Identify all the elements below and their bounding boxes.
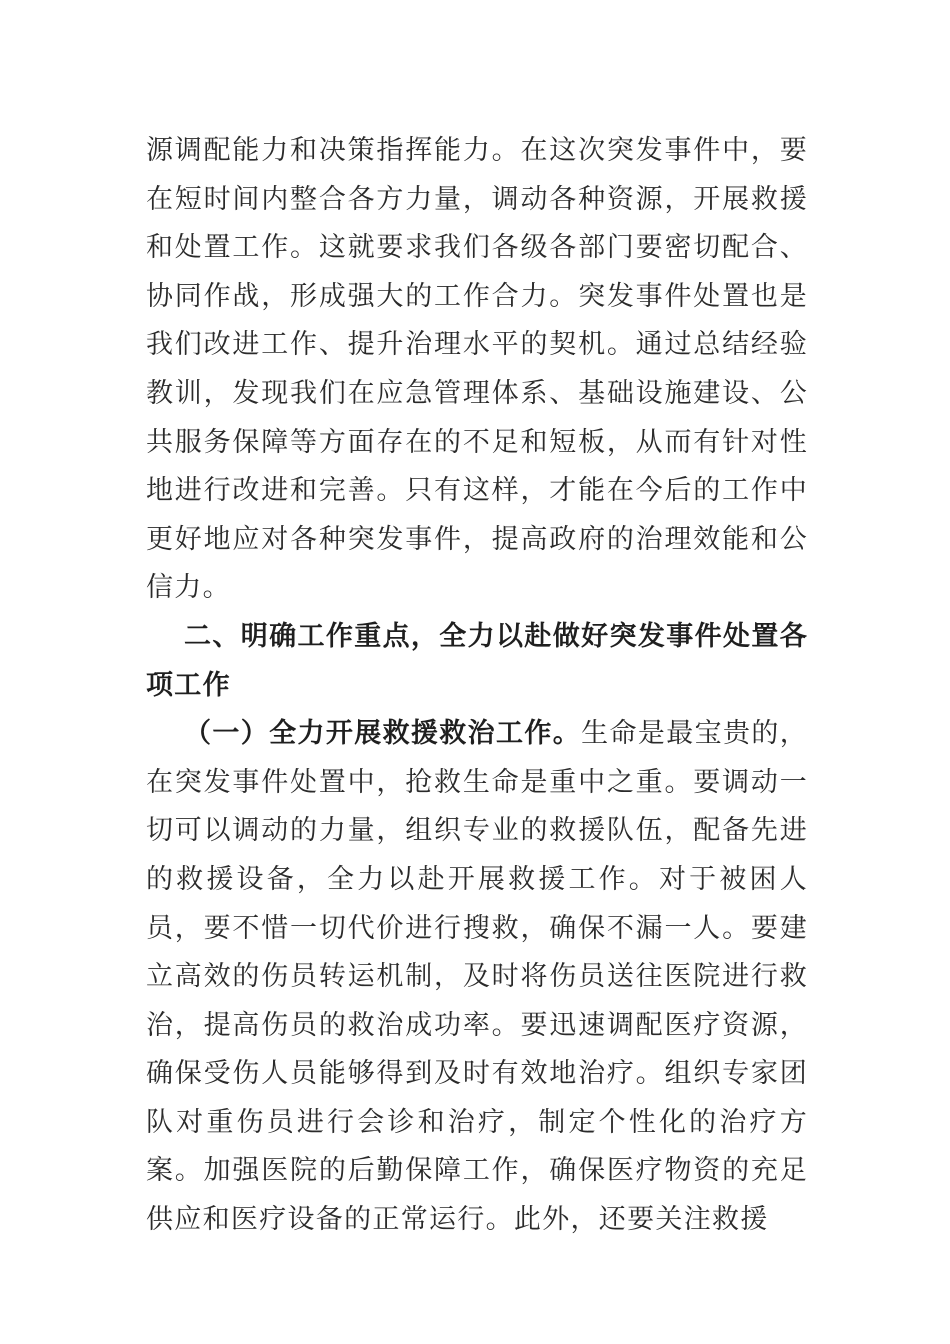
subsection-heading: （一）全力开展救援救治工作。 — [184, 718, 582, 750]
subsection-paragraph — [146, 710, 808, 1245]
document-body — [146, 127, 808, 1245]
subsection-body: 生命是最宝贵的，在突发事件处置中，抢救生命是重中之重。要调动一切可以调动的力量，组织专业的救援队伍，配备先进的救援设备，全力以赴开展救援工作。对于被困人员，要不惜一切代价进行搜救，确保不漏一人。要建立高效的伤员转运机制，及时将伤员送往医院进行救治，提高伤员的救治成功率。要迅速调配医疗资源，确保受伤人员能够得到及时有效地治疗。组织专家团队对重伤员进行会诊和治疗，制定个性化的治疗方案。加强医院的后勤保障工作，确保医疗物资的充足供应和医疗设备的正常运行。此外，还要关注救援 — [146, 718, 809, 1236]
paragraph-continued: 源调配能力和决策指挥能力。在这次突发事件中，要在短时间内整合各方力量，调动各种资源，开展救援和处置工作。这就要求我们各级各部门要密切配合、协同作战，形成强大的工作合力。突发事件处置也是我们改进工作、提升治理水平的契机。通过总结经验教训，发现我们在应急管理体系、基础设施建设、公共服务保障等方面存在的不足和短板，从而有针对性地进行改进和完善。只有这样，才能在今后的工作中更好地应对各种突发事件，提高政府的治理效能和公信力。 — [146, 135, 808, 604]
section-heading: 二、明确工作重点，全力以赴做好突发事件处置各项工作 — [146, 620, 808, 701]
